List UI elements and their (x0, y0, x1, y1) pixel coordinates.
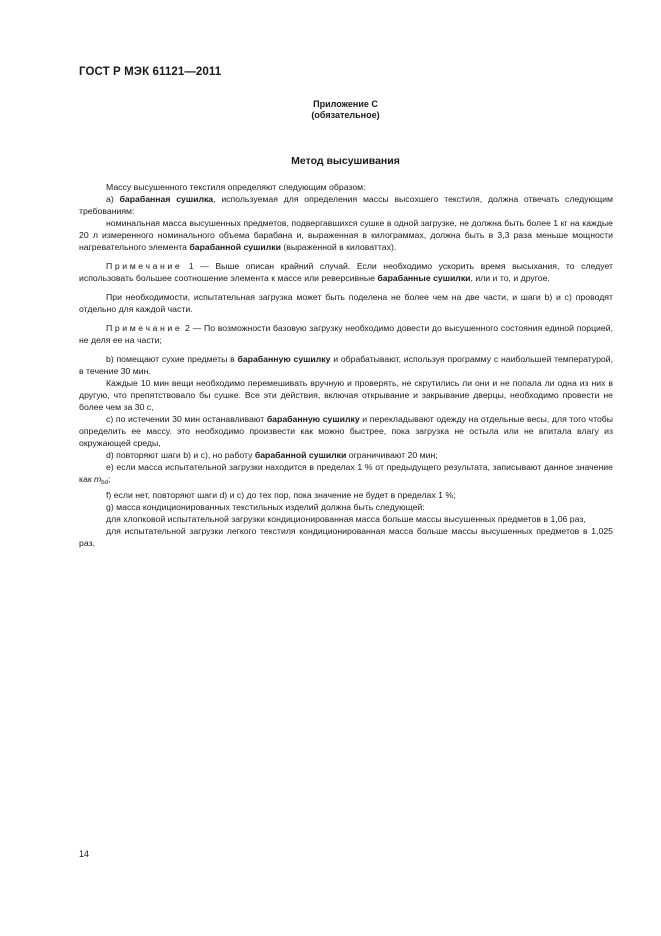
text-run: а) (106, 194, 120, 204)
text-run: , или и то, и другое. (470, 273, 550, 283)
text-run: , используемая для определения массы высохшего текстиля, должна отвечать следующим требованиям: (79, 194, 613, 216)
paragraph-every-10-min: Каждые 10 мин вещи необходимо перемешивать вручную и проверять, не скрутились ли они и не попала ли одна из них в другую, что препятствовало бы сушке. Все эти действия, включая открывание и закрывание дверцы, необходимо провести не более чем за 30 с, (79, 378, 613, 412)
appendix-label: Приложение С (313, 99, 378, 109)
text-run: 1 — Выше описан крайний случай. Если необходимо ускорить время высыхания, то следует использовать большее соотношение элемента к массе или реверсивные (79, 261, 613, 283)
mass-symbol: m (94, 474, 102, 484)
appendix-heading (0, 99, 661, 121)
text-run: (выраженной в киловаттах). (280, 242, 397, 252)
paragraph-nominal-mass (79, 217, 613, 253)
paragraph-g: g) масса кондиционированных текстильных изделий должна быть следующей: (106, 502, 425, 512)
text-run: номинальная масса высушенных предметов, подвергавшихся сушке в одной загрузке, не должна быть более 1 кг на каждые 20 л измеренного номинального объема барабана и, выраженная в килограммах, должна быть в 3,3 раза меньше мощности нагревательного элемента (79, 218, 613, 252)
text-run: b) помещают сухие предметы в (106, 354, 238, 364)
text-run: ; (107, 474, 111, 484)
paragraph-light-textile: для испытательной загрузки легкого текстиля кондиционированная масса больше массы высушенных предметов в 1,025 раз. (79, 526, 613, 548)
page-number: 14 (79, 849, 90, 859)
term-bold: барабанную сушилку (266, 414, 360, 424)
body-text (79, 181, 613, 549)
paragraph-d (79, 449, 613, 461)
paragraph-c (79, 413, 613, 449)
text-run: с) по истечении 30 мин останавливают (106, 414, 267, 424)
note-label: Примечание (106, 323, 183, 333)
term-bold: барабанные сушилки (377, 273, 471, 283)
paragraph-split-load: При необходимости, испытательная загрузка может быть поделена не более чем на две части, и шаги b) и с) проводят отдельно для каждой части. (79, 292, 613, 314)
standard-designation: ГОСТ Р МЭК 61121—2011 (79, 66, 222, 78)
text-run: d) повторяют шаги b) и с), но работу (106, 450, 255, 460)
paragraph-e (79, 461, 613, 489)
text-run: и перекладывают одежду на отдельные весы, для того чтобы определить ее массу. это необходимо произвести как можно быстрее, пока загрузка не остыла или не впитала влагу из окружающей среды, (79, 414, 614, 448)
section-title: Метод высушивания (291, 155, 400, 167)
paragraph-f: f) если нет, повторяют шаги d) и с) до тех пор, пока значение не будет в пределах 1 %; (106, 490, 456, 500)
term-bold: барабанную сушилку (237, 354, 331, 364)
paragraph-intro: Массу высушенного текстиля определяют следующим образом: (106, 182, 366, 192)
text-run: е) если масса испытательной загрузки находится в пределах 1 % от предыдущего результата, записывают данное значение как (79, 462, 613, 484)
term-bold: барабанной сушилки (189, 242, 281, 252)
term-bold: барабанной сушилки (254, 450, 347, 460)
paragraph-a (79, 193, 613, 217)
text-run: 2 — По возможности базовую загрузку необходимо довести до высушенного состояния единой порцией, не деля ее на части; (79, 323, 613, 345)
paragraph-cotton: для хлопковой испытательной загрузки кондиционированная масса больше массы высушенных предметов в 1,06 раз, (106, 514, 586, 524)
note-1 (79, 260, 613, 284)
mass-subscript: bd (101, 480, 108, 486)
text-run: и обрабатывают, используя программу с наибольшей температурой, в течение 30 мин. (79, 354, 613, 376)
appendix-status: (обязательное) (311, 110, 380, 120)
paragraph-b (79, 353, 613, 377)
text-run: ограничивают 20 мин; (346, 450, 438, 460)
note-label: Примечание (106, 261, 183, 271)
term-bold: барабанная сушилка (119, 194, 214, 204)
note-2 (79, 322, 613, 346)
